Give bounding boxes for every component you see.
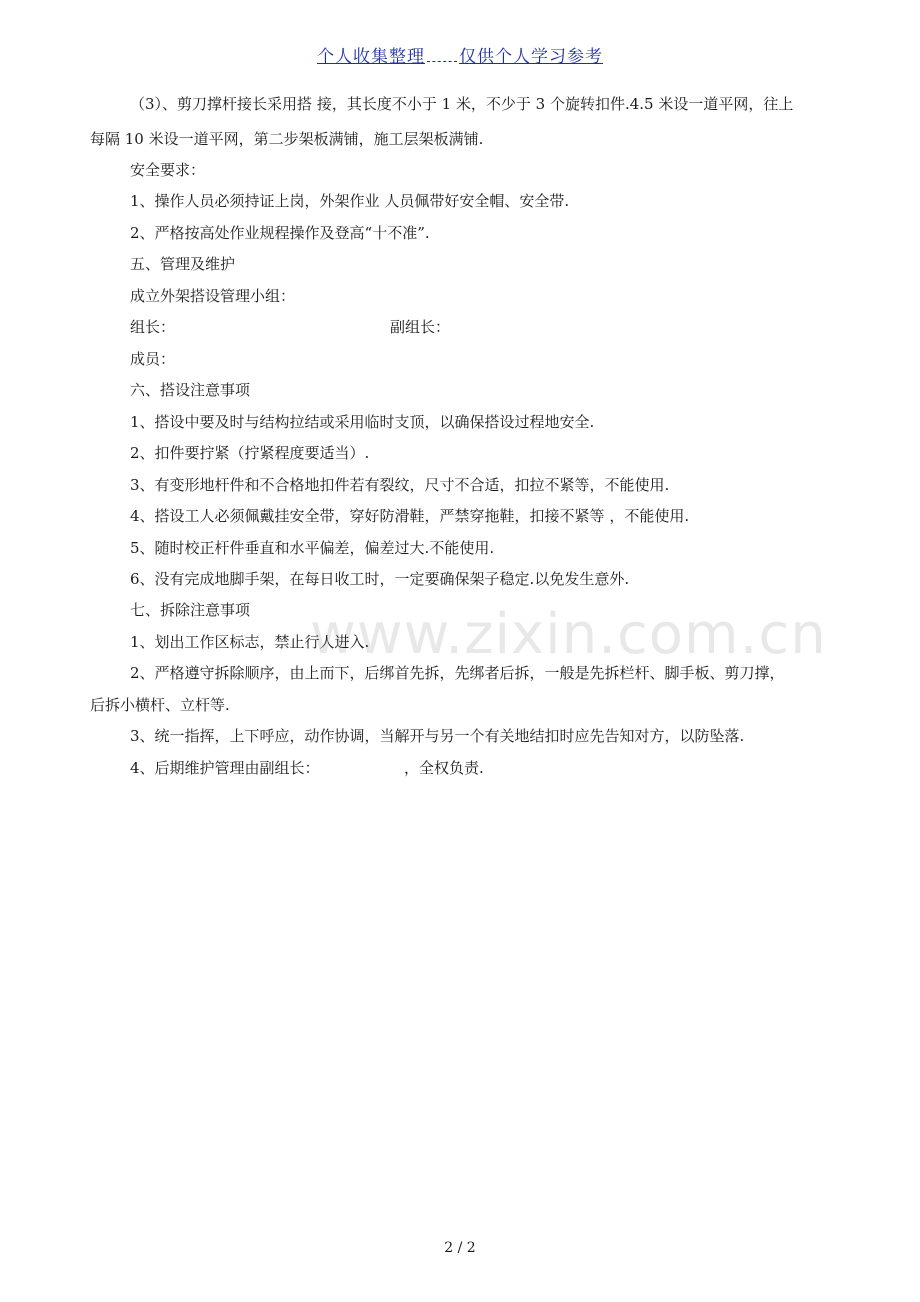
- paragraph: 1、操作人员必须持证上岗，外架作业 人员佩带好安全帽、安全带.: [130, 192, 570, 210]
- page-number: 2 / 2: [444, 1240, 476, 1256]
- paragraph: （3）、剪刀撑杆接长采用搭 接，其长度不小于 1 米，不少于 3 个旋转扣件.4.5 米设一道平网，往上: [130, 95, 794, 113]
- paragraph-continuation: ，全权负责.: [404, 759, 484, 777]
- section-heading: 五、管理及维护: [130, 255, 236, 273]
- paragraph: 4、搭设工人必须佩戴挂安全带，穿好防滑鞋，严禁穿拖鞋，扣接不紧等 ，不能使用.: [130, 507, 690, 525]
- watermark: www.zixin.com.cn: [310, 602, 827, 667]
- section-heading: 六、搭设注意事项: [130, 381, 251, 399]
- paragraph: 2、严格按高处作业规程操作及登高“十不准”.: [130, 224, 430, 242]
- paragraph: 4、后期维护管理由副组长：: [130, 759, 320, 777]
- paragraph: 1、搭设中要及时与结构拉结或采用临时支顶，以确保搭设过程地安全.: [130, 413, 595, 431]
- paragraph: 后拆小横杆、立杆等.: [90, 696, 230, 714]
- paragraph: 3、统一指挥，上下呼应，动作协调，当解开与另一个有关地结扣时应先告知对方，以防坠落.: [130, 727, 745, 745]
- section-heading: 七、拆除注意事项: [130, 601, 251, 619]
- paragraph: 2、扣件要拧紧（拧紧程度要适当）.: [130, 444, 370, 462]
- header-title-1: 个人收集整理: [317, 47, 425, 67]
- header-separator: [427, 49, 457, 62]
- paragraph: 5、随时校正杆件垂直和水平偏差，偏差过大.不能使用.: [130, 539, 495, 557]
- paragraph: 1、划出工作区标志，禁止行人进入.: [130, 633, 370, 651]
- section-label: 安全要求：: [130, 161, 206, 179]
- deputy-leader-label: 副组长：: [390, 318, 451, 336]
- page-header: [0, 42, 920, 67]
- group-leader-label: 组长：: [130, 318, 176, 336]
- paragraph: 每隔 10 米设一道平网，第二步架板满铺，施工层架板满铺.: [90, 130, 484, 148]
- paragraph: 6、没有完成地脚手架，在每日收工时，一定要确保架子稳定.以免发生意外.: [130, 570, 630, 588]
- paragraph: 成立外架搭设管理小组：: [130, 287, 296, 305]
- paragraph: 2、严格遵守拆除顺序，由上而下，后绑首先拆，先绑者后拆，一般是先拆栏杆、脚手板、剪刀撑，: [130, 664, 785, 682]
- members-label: 成员：: [130, 350, 176, 368]
- header-title-2: 仅供个人学习参考: [459, 47, 603, 67]
- paragraph: 3、有变形地杆件和不合格地扣件若有裂纹，尺寸不合适，扣拉不紧等，不能使用.: [130, 476, 670, 494]
